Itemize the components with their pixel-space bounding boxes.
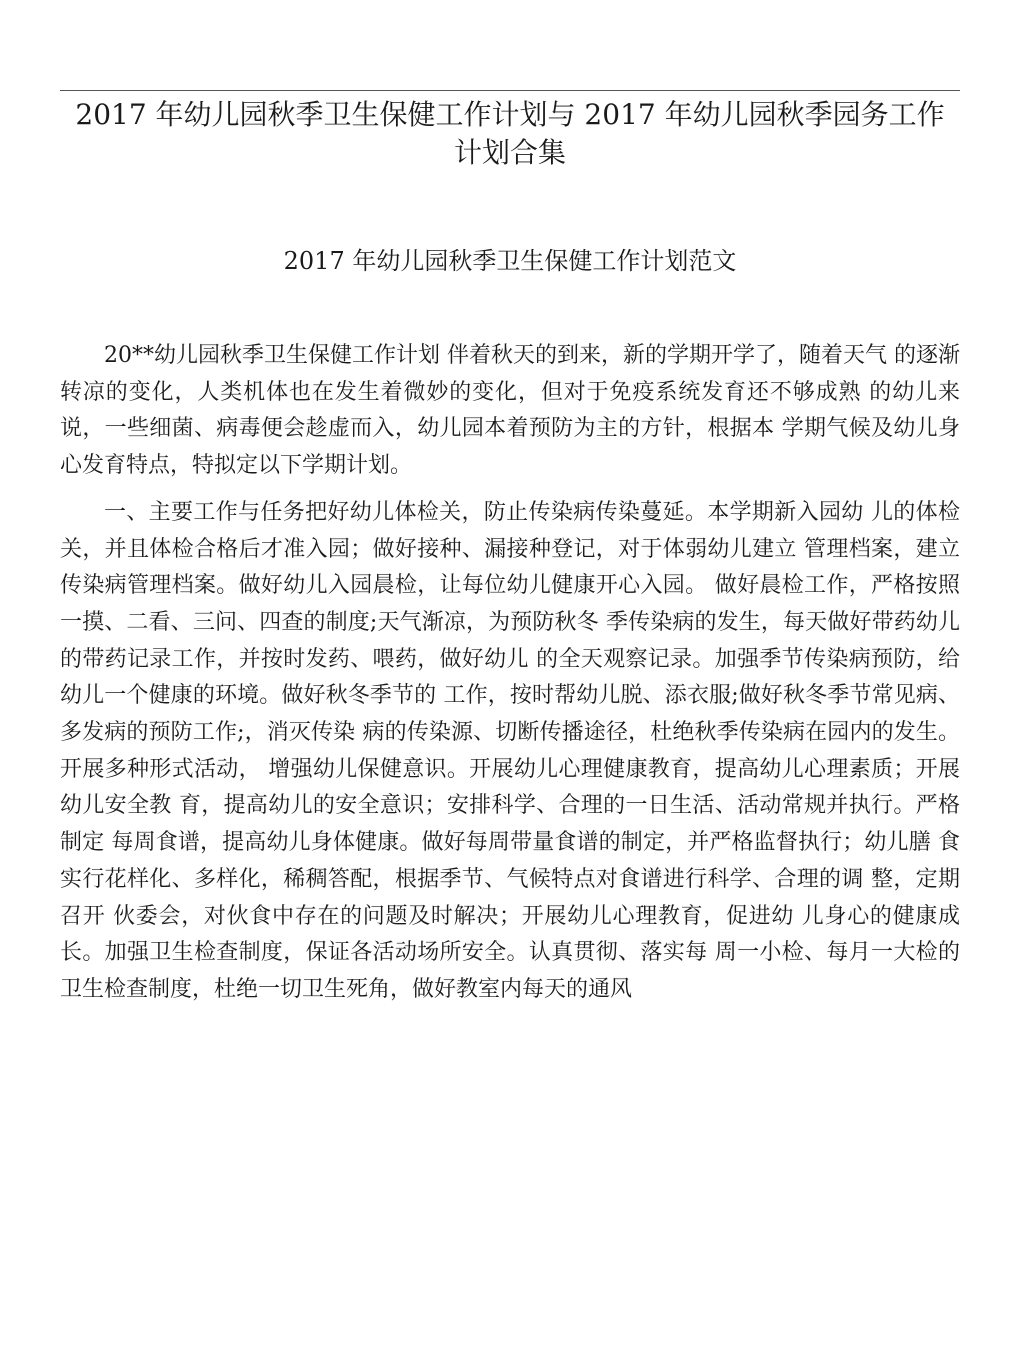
body-text: [60, 338, 960, 1019]
document-title: [60, 96, 960, 172]
paragraph-main-tasks: 一、主要工作与任务把好幼儿体检关，防止传染病传染蔓延。本学期新入园幼 儿的体检关，并且体检合格后才准入园；做好接种、漏接种登记，对于体弱幼儿建立 管理档案，建立传染病管理档案。做好幼儿入园晨检，让每位幼儿健康开心入园。 做好晨检工作，严格按照一摸、二看、三问、四查的制度;天气渐凉，为预防秋冬 季传染病的发生，每天做好带药幼儿的带药记录工作，并按时发药、喂药，做好幼儿 的全天观察记录。加强季节传染病预防，给幼儿一个健康的环境。做好秋冬季节的 工作，按时帮幼儿脱、添衣服;做好秋冬季节常见病、多发病的预防工作;，消灭传染 病的传染源、切断传播途径，杜绝秋季传染病在园内的发生。开展多种形式活动， 增强幼儿保健意识。开展幼儿心理健康教育，提高幼儿心理素质；开展幼儿安全教 育，提高幼儿的安全意识；安排科学、合理的一日生活、活动常规并执行。严格制定 每周食谱，提高幼儿身体健康。做好每周带量食谱的制定，并严格监督执行；幼儿膳 食实行花样化、多样化，稀稠答配，根据季节、气候特点对食谱进行科学、合理的调 整，定期召开 伙委会，对伙食中存在的问题及时解决；开展幼儿心理教育，促进幼 儿身心的健康成长。加强卫生检查制度，保证各活动场所安全。认真贯彻、落实每 周一小检、每月一大检的卫生检查制度，杜绝一切卫生死角，做好教室内每天的通风: [60, 499, 960, 1002]
document-title-line-1: 2017 年幼儿园秋季卫生保健工作计划与 2017 年幼儿园秋季园务工作: [75, 98, 945, 131]
section-title: 2017 年幼儿园秋季卫生保健工作计划范文: [283, 247, 737, 275]
header-rule: [60, 90, 960, 91]
document-title-line-2: 计划合集: [453, 136, 566, 169]
paragraph-intro: 20**幼儿园秋季卫生保健工作计划 伴着秋天的到来，新的学期开学了，随着天气 的逐渐转凉的变化，人类机体也在发生着微妙的变化，但对于免疫系统发育还不够成熟 的幼儿来说，一些细菌、病毒便会趁虚而入，幼儿园本着预防为主的方针，根据本 学期气候及幼儿身心发育特点，特拟定以下学期计划。: [60, 343, 960, 479]
